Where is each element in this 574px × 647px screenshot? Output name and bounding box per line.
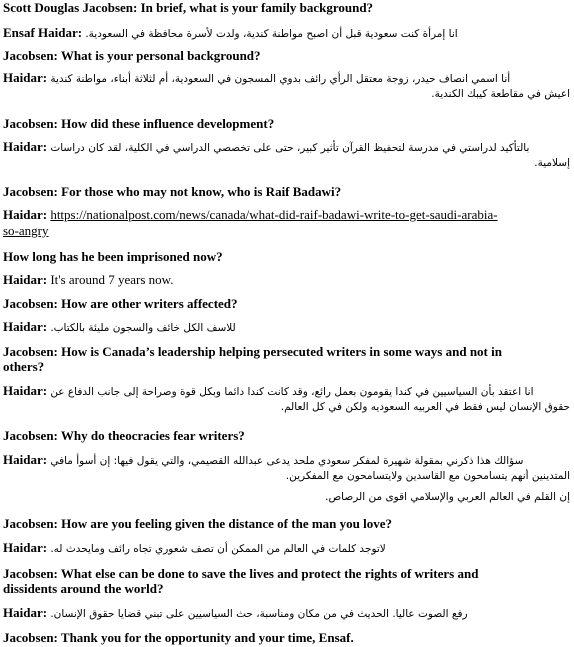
answer-text-continued: إسلامية. <box>534 157 570 169</box>
answer-text: لاتوجد كلمات في العالم من الممكن أن تصف شعوري تجاه رائف ومايحدث له. <box>50 543 386 555</box>
speaker-label: Haidar: <box>3 207 48 222</box>
answer-text-continued: المتدينين أنهم يتسامحون مع القاسدين ولايتسامحون مع المفكرين. <box>285 470 570 482</box>
speaker-label: Haidar: <box>3 272 48 287</box>
answer-text: انا اعتقد بأن السياسيين في كندا يقومون بعمل رائع، وقد كانت كندا دائما وبكل قوة وصراحة إلى جانب الدفاع عن <box>50 386 534 398</box>
closing-thanks: Jacobsen: Thank you for the opportunity and your time, Ensaf. <box>3 630 354 645</box>
answer-family-background <box>3 25 570 42</box>
answer-text-continued: اعيش في مقاطعة كيبك الكندية. <box>431 88 570 100</box>
answer-text: للاسف الكل خائف والسجون مليئة بالكتاب. <box>50 322 236 334</box>
speaker-label: Ensaf Haidar: <box>3 25 83 40</box>
question-raif-badawi: Jacobsen: For those who may not know, who is Raif Badawi? <box>3 184 342 199</box>
answer-text: It's around 7 years now. <box>50 272 174 287</box>
question-canada-leadership: Jacobsen: How is Canada’s leadership helping persecuted writers in some ways and not in <box>3 344 502 359</box>
question-theocracies: Jacobsen: Why do theocracies fear writers? <box>3 428 245 443</box>
question-protect-writers: Jacobsen: What else can be done to save the lives and protect the rights of writers and <box>3 566 479 581</box>
question-influence: Jacobsen: How did these influence development? <box>3 116 275 131</box>
answer-canada-leadership <box>3 383 570 400</box>
link-continued-line <box>3 223 570 238</box>
nationalpost-link[interactable]: https://nationalpost.com/news/canada/what-did-raif-badawi-write-to-get-saudi-arabia- <box>50 207 498 222</box>
question-writers-affected: Jacobsen: How are other writers affected? <box>3 296 238 311</box>
speaker-label: Haidar: <box>3 139 48 154</box>
answer-theocracies <box>3 452 570 469</box>
question-canada-leadership-continued: others? <box>3 359 45 374</box>
speaker-label: Haidar: <box>3 540 48 555</box>
question-imprisonment-length: How long has he been imprisoned now? <box>3 249 223 264</box>
speaker-label: Haidar: <box>3 319 48 334</box>
answer-text-continued: حقوق الإنسان ليس فقط في العربيه السعوديه ولكن في كل العالم. <box>280 401 570 413</box>
speaker-label: Haidar: <box>3 452 48 467</box>
question-family-background: Scott Douglas Jacobsen: In brief, what is your family background? <box>3 0 374 15</box>
answer-text-paragraph: إن القلم في العالم العربي والإسلامي اقوى من الرصاص. <box>325 491 570 503</box>
answer-imprisonment-length <box>3 272 570 287</box>
answer-feelings <box>3 540 570 557</box>
question-feelings: Jacobsen: How are you feeling given the distance of the man you love? <box>3 516 393 531</box>
answer-influence <box>3 139 570 156</box>
question-personal-background: Jacobsen: What is your personal background? <box>3 48 261 63</box>
answer-text: سؤالك هذا ذكرني بمقولة شهيرة لمفكر سعودي ملحد يدعى عبدالله القصيمي، والتي يقول فيها: إن أسوأ مافي <box>50 455 524 467</box>
answer-raif-badawi <box>3 207 570 222</box>
answer-writers-affected <box>3 319 570 336</box>
speaker-label: Haidar: <box>3 605 48 620</box>
nationalpost-link-continued[interactable]: so-angry <box>3 223 49 238</box>
answer-text: أنا اسمي انصاف حيدر، زوجة معتقل الرأي رائف بدوي المسجون في السعودية، أم لثلاثة أبناء، مواطنة كندية <box>50 73 511 85</box>
answer-personal-background <box>3 70 570 87</box>
answer-text: انا إمرأة كنت سعودية قبل أن اصبح مواطنة كندية، ولدت لأسرة محافظة في السعودية. <box>85 28 458 40</box>
speaker-label: Haidar: <box>3 383 48 398</box>
answer-text: بالتأكيد لدراستي في مدرسة لتحفيظ القرآن تأثير كبير، حتى على تخصصي الدراسي في الكلية، لقد كان دراسات <box>50 142 530 154</box>
question-protect-writers-continued: dissidents around the world? <box>3 581 164 596</box>
answer-text: رفع الصوت عاليا. الحديث في من مكان ومناسبة، حث السياسيين على تبني قضايا حقوق الإنسان. <box>50 608 468 620</box>
speaker-label: Haidar: <box>3 70 48 85</box>
answer-protect-writers <box>3 605 570 622</box>
